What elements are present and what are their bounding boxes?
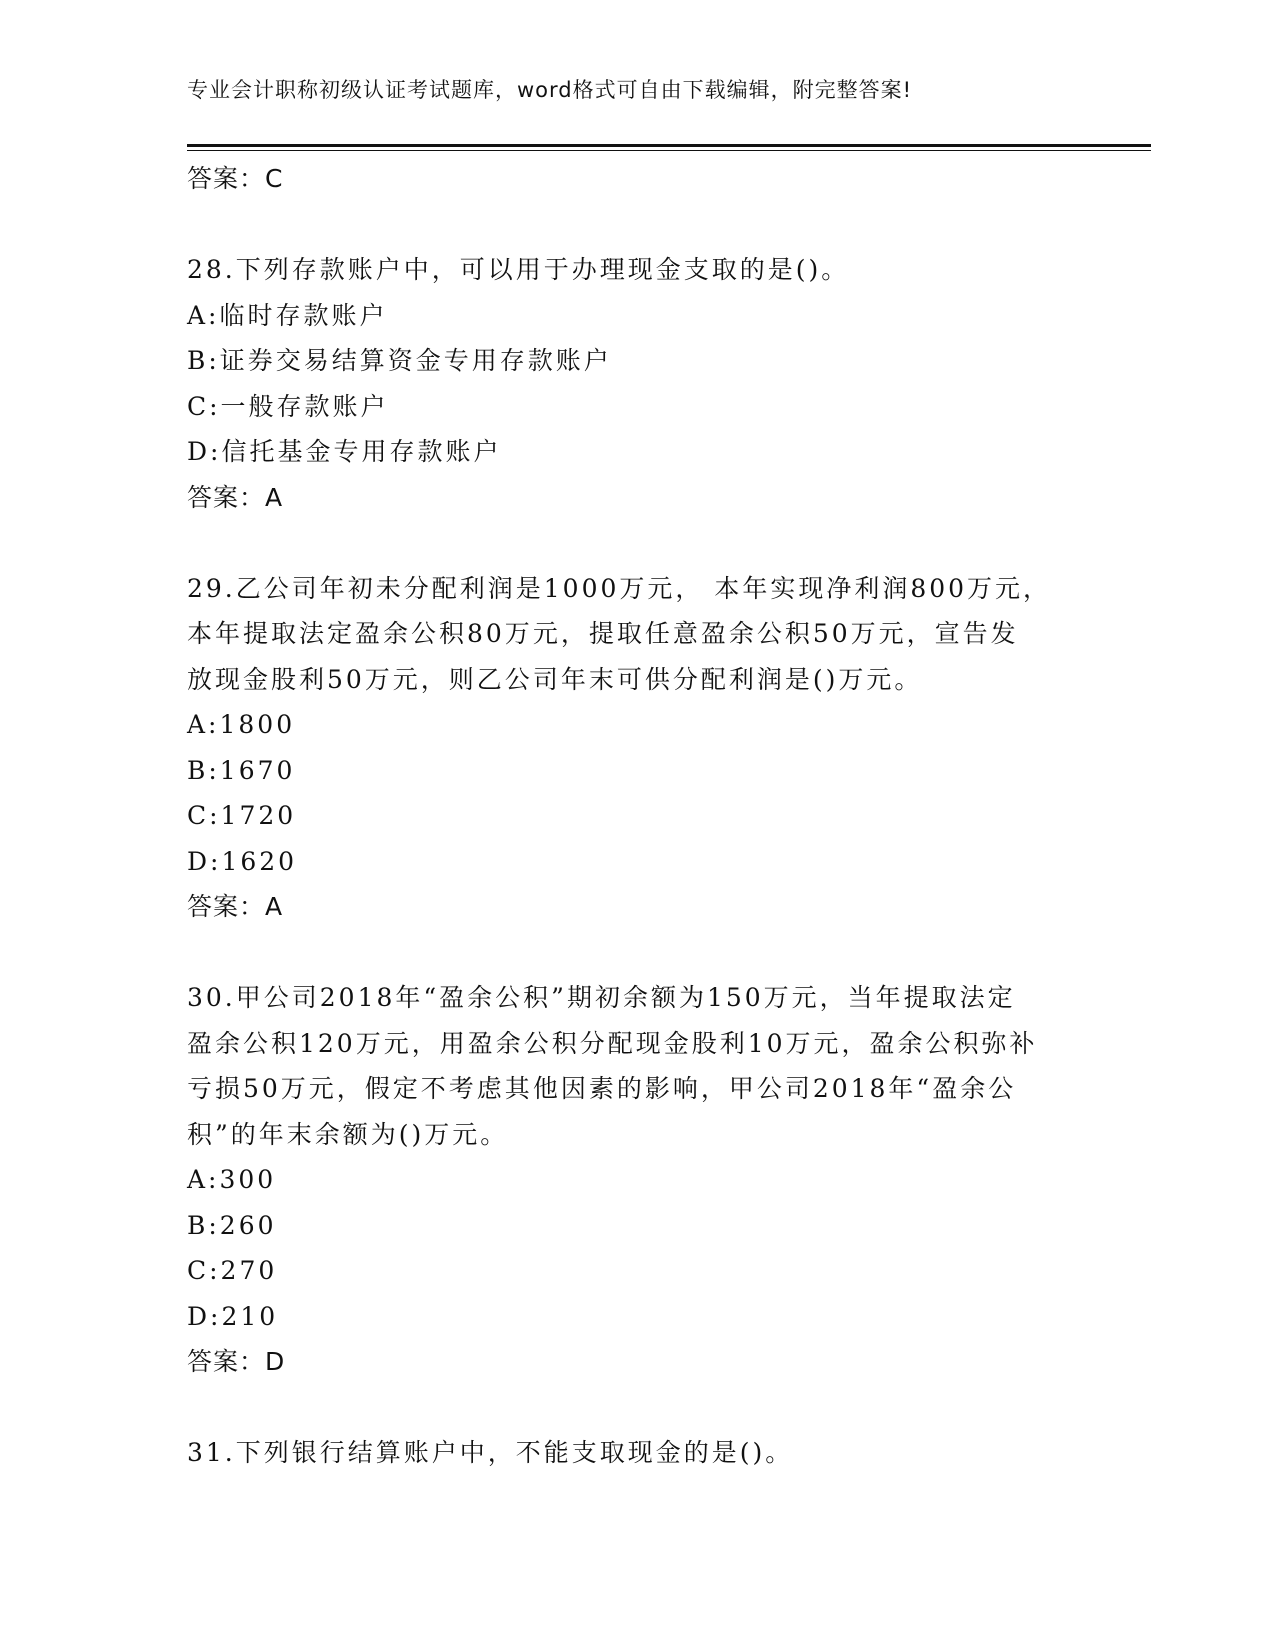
- q29-answer: 答案：A: [187, 892, 284, 921]
- q28-option-a: A:临时存款账户: [187, 300, 388, 330]
- q30-option-c: C:270: [187, 1256, 278, 1285]
- q30-stem-line-3: 亏损50万元，假定不考虑其他因素的影响，甲公司2018年“盈余公: [187, 1074, 1017, 1103]
- answer-prev: 答案：C: [187, 164, 284, 193]
- q29-option-a: A:1800: [187, 710, 296, 739]
- page-header: 专业会计职称初级认证考试题库，word格式可自由下载编辑，附完整答案!: [187, 78, 913, 102]
- q29-option-d: D:1620: [187, 846, 298, 876]
- q29-option-b: B:1670: [187, 755, 296, 785]
- q28-stem-line: 28.下列存款账户中，可以用于办理现金支取的是()。: [187, 255, 850, 284]
- q30-option-d: D:210: [187, 1301, 279, 1331]
- header-rule-thick: [187, 144, 1151, 147]
- q28-answer: 答案：A: [187, 482, 284, 512]
- header-rule-thin: [187, 150, 1151, 151]
- spacer: [187, 520, 1087, 566]
- q30-stem-line-1: 30.甲公司2018年“盈余公积”期初余额为150万元，当年提取法定: [187, 983, 1016, 1012]
- q30-stem-line-2: 盈余公积120万元，用盈余公积分配现金股利10万元，盈余公积弥补: [187, 1028, 1038, 1058]
- q30-option-a: A:300: [187, 1165, 277, 1194]
- q30-answer: 答案：D: [187, 1347, 286, 1376]
- q28-option-d: D:信托基金专用存款账户: [187, 437, 502, 466]
- q29-stem-line-1: 29.乙公司年初未分配利润是1000万元， 本年实现净利润800万元，: [187, 573, 1052, 603]
- q30-option-b: B:260: [187, 1210, 277, 1240]
- q30-stem-line-4: 积”的年末余额为()万元。: [187, 1119, 509, 1149]
- q31-stem-line: 31.下列银行结算账户中，不能支取现金的是()。: [187, 1438, 794, 1467]
- spacer: [187, 202, 1087, 248]
- q29-option-c: C:1720: [187, 801, 297, 830]
- q28-option-c: C:一般存款账户: [187, 391, 389, 421]
- question-content: [187, 156, 1087, 1476]
- q29-stem-line-3: 放现金股利50万元，则乙公司年末可供分配利润是()万元。: [187, 664, 923, 694]
- spacer: [187, 1385, 1087, 1431]
- q29-stem-line-2: 本年提取法定盈余公积80万元，提取任意盈余公积50万元，宣告发: [187, 619, 1019, 648]
- spacer: [187, 930, 1087, 976]
- q28-option-b: B:证券交易结算资金专用存款账户: [187, 346, 612, 375]
